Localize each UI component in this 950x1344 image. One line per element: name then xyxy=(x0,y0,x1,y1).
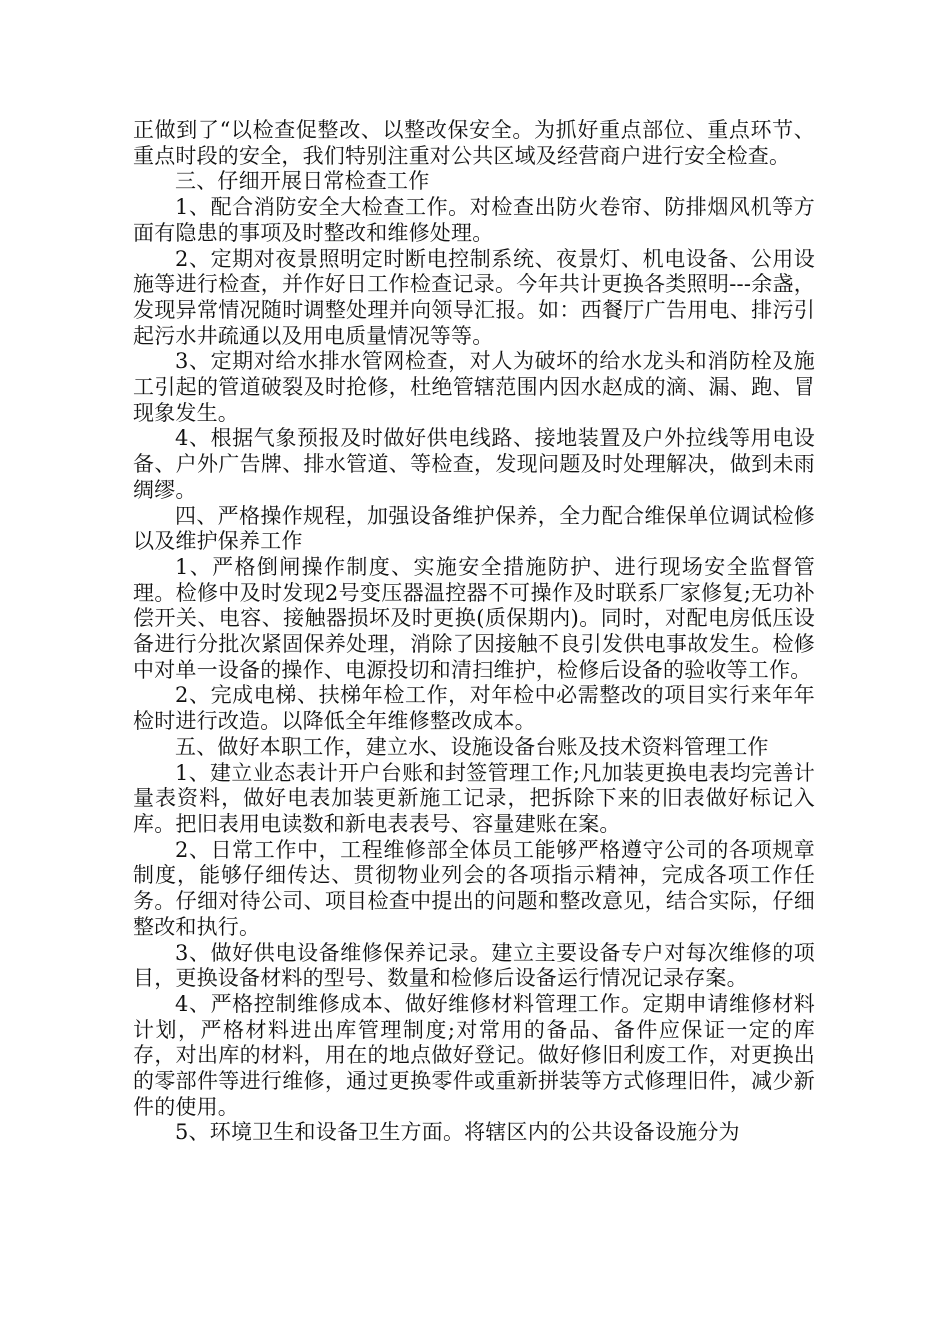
paragraph-5-4: 4、严格控制维修成本、做好维修材料管理工作。定期申请维修材料计划，严格材料进出库管理制度;对常用的备品、备件应保证一定的库存，对出库的材料，用在的地点做好登记。做好修旧利废工作，对更换出的零部件等进行维修，通过更换零件或重新拼装等方式修理旧件，减少新件的使用。 xyxy=(133,991,815,1119)
paragraph-3-1: 1、配合消防安全大检查工作。对检查出防火卷帘、防排烟风机等方面有隐患的事项及时整改和维修处理。 xyxy=(133,195,815,245)
paragraph-3-2: 2、定期对夜景照明定时断电控制系统、夜景灯、机电设备、公用设施等进行检查，并作好日工作检查记录。今年共计更换各类照明---余盏，发现异常情况随时调整处理并向领导汇报。如：西餐厅广告用电、排污引起污水井疏通以及用电质量情况等等。 xyxy=(133,246,815,348)
paragraph-3-4: 4、根据气象预报及时做好供电线路、接地装置及户外拉线等用电设备、户外广告牌、排水管道、等检查，发现问题及时处理解决，做到未雨绸缪。 xyxy=(133,426,815,502)
paragraph-5-3: 3、做好供电设备维修保养记录。建立主要设备专户对每次维修的项目，更换设备材料的型号、数量和检修后设备运行情况记录存案。 xyxy=(133,940,815,991)
paragraph-4-2: 2、完成电梯、扶梯年检工作，对年检中必需整改的项目实行来年年检时进行改造。以降低全年维修整改成本。 xyxy=(133,683,815,734)
paragraph-5-2: 2、日常工作中，工程维修部全体员工能够严格遵守公司的各项规章制度，能够仔细传达、贯彻物业列会的各项指示精神，完成各项工作任务。仔细对待公司、项目检查中提出的问题和整改意见，结合实际，仔细整改和执行。 xyxy=(133,837,815,939)
document-body xyxy=(133,118,815,1146)
paragraph-5-1: 1、建立业态表计开户台账和封签管理工作;凡加装更换电表均完善计量表资料，做好电表加装更新施工记录，把拆除下来的旧表做好标记入库。把旧表用电读数和新电表表号、容量建账在案。 xyxy=(133,760,815,836)
section-heading-5: 五、做好本职工作，建立水、设施设备台账及技术资料管理工作 xyxy=(175,734,769,759)
paragraph-5-5: 5、环境卫生和设备卫生方面。将辖区内的公共设备设施分为 xyxy=(175,1120,740,1145)
section-heading-4: 四、严格操作规程，加强设备维护保养，全力配合维保单位调试检修以及维护保养工作 xyxy=(133,503,815,554)
paragraph-3-3: 3、定期对给水排水管网检查，对人为破坏的给水龙头和消防栓及施工引起的管道破裂及时抢修，杜绝管辖范围内因水赵成的滴、漏、跑、冒现象发生。 xyxy=(133,349,815,425)
section-heading-3: 三、仔细开展日常检查工作 xyxy=(175,169,430,194)
paragraph-4-1: 1、严格倒闸操作制度、实施安全措施防护、进行现场安全监督管理。检修中及时发现2号变压器温控器不可操作及时联系厂家修复;无功补偿开关、电容、接触器损坏及时更换(质保期内)。同时，对配电房低压设备进行分批次紧固保养处理，消除了因接触不良引发供电事故发生。检修中对单一设备的操作、电源投切和清扫维护，检修后设备的验收等工作。 xyxy=(133,554,815,682)
paragraph-continuation: 正做到了“以检查促整改、以整改保安全。为抓好重点部位、重点环节、重点时段的安全，我们特别注重对公共区域及经营商户进行安全检查。 xyxy=(133,118,815,168)
